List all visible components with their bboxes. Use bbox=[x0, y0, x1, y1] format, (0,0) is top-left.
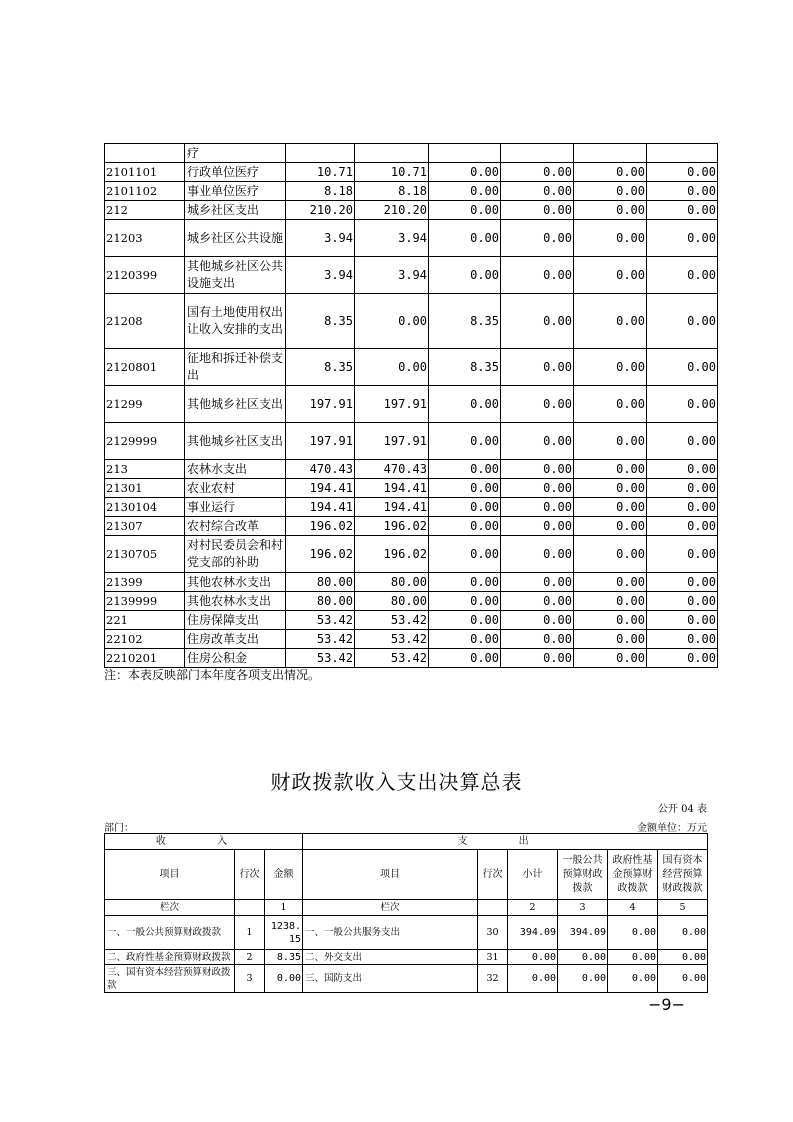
row-total: 8.18 bbox=[286, 182, 355, 201]
row-col6: 0.00 bbox=[647, 349, 718, 386]
row-code: 21203 bbox=[105, 220, 185, 257]
row-code: 2139999 bbox=[105, 592, 185, 611]
row-total: 194.41 bbox=[286, 479, 355, 498]
row-name: 其他农林水支出 bbox=[185, 592, 286, 611]
row-code: 221 bbox=[105, 611, 185, 630]
row-total: 197.91 bbox=[286, 386, 355, 423]
row-project: 0.00 bbox=[429, 536, 501, 573]
expense-soe: 0.00 bbox=[658, 916, 708, 950]
row-col5: 0.00 bbox=[574, 220, 647, 257]
row-code: 21208 bbox=[105, 294, 185, 349]
row-basic: 53.42 bbox=[355, 649, 429, 668]
row-col5: 0.00 bbox=[574, 423, 647, 460]
row-total: 3.94 bbox=[286, 257, 355, 294]
row-col6: 0.00 bbox=[647, 517, 718, 536]
row-col4: 0.00 bbox=[501, 294, 574, 349]
row-basic: 0.00 bbox=[355, 349, 429, 386]
row-project bbox=[429, 144, 501, 163]
income-line: 2 bbox=[235, 950, 265, 965]
row-code: 21307 bbox=[105, 517, 185, 536]
fiscal-summary-table bbox=[104, 833, 708, 993]
row-basic: 10.71 bbox=[355, 163, 429, 182]
row-project: 0.00 bbox=[429, 182, 501, 201]
expense-line: 31 bbox=[478, 950, 508, 965]
row-basic: 80.00 bbox=[355, 573, 429, 592]
income-item: 三、国有资本经营预算财政拨款 bbox=[105, 965, 235, 993]
page-title: 财政拨款收入支出决算总表 bbox=[270, 770, 523, 794]
table-row bbox=[105, 573, 718, 592]
col-line-income: 行次 bbox=[235, 850, 265, 900]
row-project: 0.00 bbox=[429, 201, 501, 220]
row-total: 210.20 bbox=[286, 201, 355, 220]
row-basic bbox=[355, 144, 429, 163]
row-col4: 0.00 bbox=[501, 517, 574, 536]
row-col6: 0.00 bbox=[647, 257, 718, 294]
row-col6: 0.00 bbox=[647, 479, 718, 498]
row-col5: 0.00 bbox=[574, 386, 647, 423]
table-row bbox=[105, 611, 718, 630]
row-col6 bbox=[647, 144, 718, 163]
row-code: 21299 bbox=[105, 386, 185, 423]
row-name: 事业单位医疗 bbox=[185, 182, 286, 201]
row-total: 196.02 bbox=[286, 536, 355, 573]
col-index-2: 2 bbox=[508, 900, 558, 916]
row-col6: 0.00 bbox=[647, 498, 718, 517]
department-label: 部门： bbox=[104, 823, 134, 834]
row-total: 80.00 bbox=[286, 592, 355, 611]
row-code: 2129999 bbox=[105, 423, 185, 460]
row-basic: 197.91 bbox=[355, 423, 429, 460]
row-col5: 0.00 bbox=[574, 294, 647, 349]
row-col6: 0.00 bbox=[647, 536, 718, 573]
row-col6: 0.00 bbox=[647, 573, 718, 592]
row-basic: 196.02 bbox=[355, 517, 429, 536]
row-basic: 8.18 bbox=[355, 182, 429, 201]
col-item-expense: 项目 bbox=[303, 850, 478, 900]
table-row bbox=[105, 649, 718, 668]
row-code: 2130705 bbox=[105, 536, 185, 573]
row-code: 2101102 bbox=[105, 182, 185, 201]
row-project: 0.00 bbox=[429, 386, 501, 423]
row-name: 城乡社区公共设施 bbox=[185, 220, 286, 257]
row-col4: 0.00 bbox=[501, 630, 574, 649]
form-number: 公开 04 表 bbox=[657, 804, 707, 815]
expense-soe: 0.00 bbox=[658, 950, 708, 965]
row-name: 农村综合改革 bbox=[185, 517, 286, 536]
row-col4: 0.00 bbox=[501, 182, 574, 201]
row-total: 10.71 bbox=[286, 163, 355, 182]
expense-subtotal: 0.00 bbox=[508, 950, 558, 965]
row-name: 其他城乡社区支出 bbox=[185, 423, 286, 460]
row-project: 0.00 bbox=[429, 423, 501, 460]
row-name: 其他农林水支出 bbox=[185, 573, 286, 592]
page-number: −9− bbox=[648, 995, 685, 1014]
col-fund-budget: 政府性基金预算财政拨款 bbox=[608, 850, 658, 900]
row-code: 2101101 bbox=[105, 163, 185, 182]
row-project: 0.00 bbox=[429, 460, 501, 479]
row-col6: 0.00 bbox=[647, 649, 718, 668]
row-name: 农业农村 bbox=[185, 479, 286, 498]
row-col4: 0.00 bbox=[501, 592, 574, 611]
col-index-1: 1 bbox=[265, 900, 303, 916]
row-col4: 0.00 bbox=[501, 201, 574, 220]
row-basic: 210.20 bbox=[355, 201, 429, 220]
income-amount: 1238.15 bbox=[265, 916, 303, 950]
expense-general: 0.00 bbox=[558, 965, 608, 993]
col-index-empty-2 bbox=[478, 900, 508, 916]
row-col4 bbox=[501, 144, 574, 163]
row-col5: 0.00 bbox=[574, 536, 647, 573]
row-col4: 0.00 bbox=[501, 220, 574, 257]
expense-fund: 0.00 bbox=[608, 950, 658, 965]
row-col4: 0.00 bbox=[501, 349, 574, 386]
row-total bbox=[286, 144, 355, 163]
row-project: 0.00 bbox=[429, 498, 501, 517]
row-col5 bbox=[574, 144, 647, 163]
table-row bbox=[105, 257, 718, 294]
expense-item: 三、国防支出 bbox=[303, 965, 478, 993]
row-total: 53.42 bbox=[286, 649, 355, 668]
table-row bbox=[105, 536, 718, 573]
row-col5: 0.00 bbox=[574, 611, 647, 630]
row-code: 2130104 bbox=[105, 498, 185, 517]
expense-line: 32 bbox=[478, 965, 508, 993]
row-name: 城乡社区支出 bbox=[185, 201, 286, 220]
row-col5: 0.00 bbox=[574, 592, 647, 611]
row-project: 0.00 bbox=[429, 573, 501, 592]
table-row bbox=[105, 182, 718, 201]
col-amount: 金额 bbox=[265, 850, 303, 900]
row-name: 征地和拆迁补偿支出 bbox=[185, 349, 286, 386]
row-basic: 0.00 bbox=[355, 294, 429, 349]
income-header: 收 入 bbox=[105, 834, 303, 850]
row-basic: 470.43 bbox=[355, 460, 429, 479]
row-project: 0.00 bbox=[429, 630, 501, 649]
row-total: 53.42 bbox=[286, 611, 355, 630]
table-row bbox=[105, 163, 718, 182]
row-col4: 0.00 bbox=[501, 611, 574, 630]
row-col6: 0.00 bbox=[647, 423, 718, 460]
row-name: 住房改革支出 bbox=[185, 630, 286, 649]
row-basic: 196.02 bbox=[355, 536, 429, 573]
row-col6: 0.00 bbox=[647, 220, 718, 257]
row-code: 213 bbox=[105, 460, 185, 479]
row-col4: 0.00 bbox=[501, 498, 574, 517]
row-col6: 0.00 bbox=[647, 592, 718, 611]
row-code: 212 bbox=[105, 201, 185, 220]
row-col4: 0.00 bbox=[501, 649, 574, 668]
row-col4: 0.00 bbox=[501, 573, 574, 592]
row-col5: 0.00 bbox=[574, 498, 647, 517]
row-col6: 0.00 bbox=[647, 386, 718, 423]
expense-header: 支 出 bbox=[303, 834, 708, 850]
row-col5: 0.00 bbox=[574, 479, 647, 498]
row-project: 0.00 bbox=[429, 257, 501, 294]
unit-label: 金额单位：万元 bbox=[637, 823, 707, 834]
col-index-label-2: 栏次 bbox=[303, 900, 478, 916]
row-basic: 3.94 bbox=[355, 220, 429, 257]
income-line: 1 bbox=[235, 916, 265, 950]
table-row bbox=[105, 220, 718, 257]
table-row bbox=[105, 630, 718, 649]
row-code: 2210201 bbox=[105, 649, 185, 668]
table-note: 注：本表反映部门本年度各项支出情况。 bbox=[104, 668, 321, 682]
expense-subtotal: 394.09 bbox=[508, 916, 558, 950]
row-project: 0.00 bbox=[429, 220, 501, 257]
col-item-income: 项目 bbox=[105, 850, 235, 900]
table-row bbox=[105, 349, 718, 386]
row-col6: 0.00 bbox=[647, 294, 718, 349]
income-amount: 8.35 bbox=[265, 950, 303, 965]
table-row bbox=[105, 423, 718, 460]
row-code: 22102 bbox=[105, 630, 185, 649]
row-total: 196.02 bbox=[286, 517, 355, 536]
table-row bbox=[105, 144, 718, 163]
row-name: 其他城乡社区公共设施支出 bbox=[185, 257, 286, 294]
row-project: 0.00 bbox=[429, 592, 501, 611]
row-name: 住房保障支出 bbox=[185, 611, 286, 630]
row-project: 0.00 bbox=[429, 649, 501, 668]
row-col5: 0.00 bbox=[574, 517, 647, 536]
row-col5: 0.00 bbox=[574, 630, 647, 649]
row-col5: 0.00 bbox=[574, 349, 647, 386]
row-col5: 0.00 bbox=[574, 460, 647, 479]
row-project: 0.00 bbox=[429, 163, 501, 182]
row-col6: 0.00 bbox=[647, 201, 718, 220]
row-col4: 0.00 bbox=[501, 460, 574, 479]
col-index-label: 栏次 bbox=[105, 900, 235, 916]
row-total: 470.43 bbox=[286, 460, 355, 479]
expenditure-detail-table bbox=[104, 143, 718, 668]
col-soe-budget: 国有资本经营预算财政拨款 bbox=[658, 850, 708, 900]
row-name: 对村民委员会和村党支部的补助 bbox=[185, 536, 286, 573]
expense-soe: 0.00 bbox=[658, 965, 708, 993]
table-row bbox=[105, 479, 718, 498]
table-row bbox=[105, 592, 718, 611]
row-basic: 194.41 bbox=[355, 479, 429, 498]
row-total: 3.94 bbox=[286, 220, 355, 257]
row-code bbox=[105, 144, 185, 163]
row-col4: 0.00 bbox=[501, 479, 574, 498]
row-col4: 0.00 bbox=[501, 163, 574, 182]
row-basic: 53.42 bbox=[355, 611, 429, 630]
row-project: 8.35 bbox=[429, 294, 501, 349]
col-line-expense: 行次 bbox=[478, 850, 508, 900]
income-item: 一、一般公共预算财政拨款 bbox=[105, 916, 235, 950]
row-col6: 0.00 bbox=[647, 163, 718, 182]
expense-general: 394.09 bbox=[558, 916, 608, 950]
row-project: 8.35 bbox=[429, 349, 501, 386]
row-col4: 0.00 bbox=[501, 536, 574, 573]
expense-item: 一、一般公共服务支出 bbox=[303, 916, 478, 950]
table-row bbox=[105, 294, 718, 349]
row-code: 21301 bbox=[105, 479, 185, 498]
row-col5: 0.00 bbox=[574, 163, 647, 182]
row-total: 8.35 bbox=[286, 349, 355, 386]
row-project: 0.00 bbox=[429, 517, 501, 536]
col-index-3: 3 bbox=[558, 900, 608, 916]
row-name: 其他城乡社区支出 bbox=[185, 386, 286, 423]
row-code: 2120801 bbox=[105, 349, 185, 386]
row-name: 农林水支出 bbox=[185, 460, 286, 479]
row-col5: 0.00 bbox=[574, 573, 647, 592]
col-index-empty bbox=[235, 900, 265, 916]
row-total: 197.91 bbox=[286, 423, 355, 460]
table-row bbox=[105, 201, 718, 220]
row-col6: 0.00 bbox=[647, 460, 718, 479]
row-total: 80.00 bbox=[286, 573, 355, 592]
table-row bbox=[105, 386, 718, 423]
table-row bbox=[105, 498, 718, 517]
row-project: 0.00 bbox=[429, 611, 501, 630]
income-line: 3 bbox=[235, 965, 265, 993]
row-basic: 3.94 bbox=[355, 257, 429, 294]
income-amount: 0.00 bbox=[265, 965, 303, 993]
expense-subtotal: 0.00 bbox=[508, 965, 558, 993]
income-item: 二、政府性基金预算财政拨款 bbox=[105, 950, 235, 965]
expense-fund: 0.00 bbox=[608, 916, 658, 950]
expense-fund: 0.00 bbox=[608, 965, 658, 993]
row-col4: 0.00 bbox=[501, 257, 574, 294]
row-col4: 0.00 bbox=[501, 386, 574, 423]
expense-item: 二、外交支出 bbox=[303, 950, 478, 965]
row-col5: 0.00 bbox=[574, 182, 647, 201]
expenditure-rows bbox=[105, 144, 718, 668]
row-col5: 0.00 bbox=[574, 257, 647, 294]
row-col6: 0.00 bbox=[647, 611, 718, 630]
row-project: 0.00 bbox=[429, 479, 501, 498]
row-total: 53.42 bbox=[286, 630, 355, 649]
row-col5: 0.00 bbox=[574, 201, 647, 220]
expense-general: 0.00 bbox=[558, 950, 608, 965]
row-col4: 0.00 bbox=[501, 423, 574, 460]
row-code: 21399 bbox=[105, 573, 185, 592]
row-name: 疗 bbox=[185, 144, 286, 163]
row-name: 行政单位医疗 bbox=[185, 163, 286, 182]
row-code: 2120399 bbox=[105, 257, 185, 294]
col-index-5: 5 bbox=[658, 900, 708, 916]
row-basic: 194.41 bbox=[355, 498, 429, 517]
row-name: 国有土地使用权出让收入安排的支出 bbox=[185, 294, 286, 349]
row-basic: 53.42 bbox=[355, 630, 429, 649]
row-total: 194.41 bbox=[286, 498, 355, 517]
row-name: 住房公积金 bbox=[185, 649, 286, 668]
col-subtotal: 小计 bbox=[508, 850, 558, 900]
row-basic: 80.00 bbox=[355, 592, 429, 611]
row-basic: 197.91 bbox=[355, 386, 429, 423]
col-index-4: 4 bbox=[608, 900, 658, 916]
row-col6: 0.00 bbox=[647, 630, 718, 649]
row-total: 8.35 bbox=[286, 294, 355, 349]
row-col5: 0.00 bbox=[574, 649, 647, 668]
expense-line: 30 bbox=[478, 916, 508, 950]
col-general-budget: 一般公共预算财政拨款 bbox=[558, 850, 608, 900]
row-name: 事业运行 bbox=[185, 498, 286, 517]
row-col6: 0.00 bbox=[647, 182, 718, 201]
table-row bbox=[105, 460, 718, 479]
table-row bbox=[105, 517, 718, 536]
